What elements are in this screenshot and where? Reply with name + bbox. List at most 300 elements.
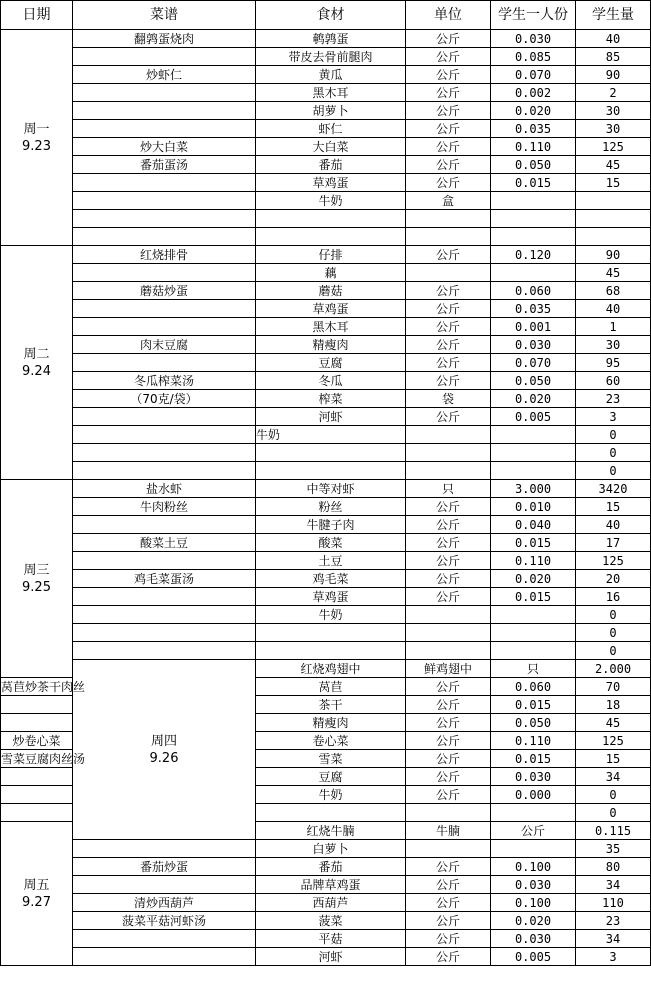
student-count-cell: 40 xyxy=(576,30,651,48)
per-student-cell: 0.050 xyxy=(491,372,576,390)
student-count-cell: 15 xyxy=(576,174,651,192)
per-student-cell: 0.115 xyxy=(576,822,651,840)
per-student-cell: 0.020 xyxy=(491,390,576,408)
table-row xyxy=(1,210,651,228)
per-student-cell: 0.110 xyxy=(491,138,576,156)
ingredient-cell: 草鸡蛋 xyxy=(256,300,406,318)
ingredient-cell xyxy=(256,642,406,660)
table-row xyxy=(1,570,651,588)
table-row xyxy=(1,120,651,138)
table-row xyxy=(1,930,651,948)
unit-cell: 公斤 xyxy=(406,354,491,372)
dish-cell xyxy=(73,48,256,66)
dish-cell xyxy=(73,840,256,858)
student-count-cell: 0 xyxy=(576,462,651,480)
unit-cell: 公斤 xyxy=(406,930,491,948)
dish-cell xyxy=(73,948,256,966)
day-cell: 周五 9.27 xyxy=(1,822,73,966)
student-count-cell: 30 xyxy=(576,336,651,354)
unit-cell: 公斤 xyxy=(406,138,491,156)
per-student-cell: 0.040 xyxy=(491,516,576,534)
unit-cell: 公斤 xyxy=(406,894,491,912)
unit-cell: 公斤 xyxy=(406,30,491,48)
student-count-cell: 110 xyxy=(576,894,651,912)
unit-cell: 公斤 xyxy=(406,246,491,264)
ingredient-cell: 河虾 xyxy=(256,948,406,966)
header-date: 日期 xyxy=(1,1,73,30)
dish-cell: 盐水虾 xyxy=(73,480,256,498)
ingredient-cell: 蘑菇 xyxy=(256,282,406,300)
unit-cell: 公斤 xyxy=(406,714,491,732)
dish-cell: 酸菜土豆 xyxy=(73,534,256,552)
per-student-cell: 0.002 xyxy=(491,84,576,102)
unit-cell: 公斤 xyxy=(406,300,491,318)
unit-cell: 只 xyxy=(491,660,576,678)
dish-cell xyxy=(73,318,256,336)
dish-cell xyxy=(73,354,256,372)
table-row xyxy=(1,84,651,102)
student-count-cell: 90 xyxy=(576,66,651,84)
per-student-cell: 0.015 xyxy=(491,174,576,192)
day-cell: 周一 9.23 xyxy=(1,30,73,246)
dish-cell xyxy=(73,516,256,534)
per-student-cell: 3.000 xyxy=(491,480,576,498)
ingredient-cell: 胡萝卜 xyxy=(256,102,406,120)
unit-cell: 公斤 xyxy=(406,120,491,138)
per-student-cell: 0.010 xyxy=(491,498,576,516)
unit-cell xyxy=(406,606,491,624)
student-count-cell: 23 xyxy=(576,390,651,408)
per-student-cell xyxy=(491,462,576,480)
unit-cell: 只 xyxy=(406,480,491,498)
dish-cell xyxy=(1,804,73,822)
unit-cell: 公斤 xyxy=(406,408,491,426)
ingredient-cell: 平菇 xyxy=(256,930,406,948)
ingredient-cell xyxy=(256,228,406,246)
ingredient-cell: 草鸡蛋 xyxy=(256,588,406,606)
ingredient-cell: 牛腩 xyxy=(406,822,491,840)
dish-cell xyxy=(73,102,256,120)
dish-cell: （70克/袋） xyxy=(73,390,256,408)
unit-cell: 公斤 xyxy=(406,732,491,750)
student-count-cell: 1 xyxy=(576,318,651,336)
unit-cell: 公斤 xyxy=(406,588,491,606)
table-body xyxy=(1,30,651,966)
student-count-cell: 34 xyxy=(576,930,651,948)
ingredient-cell: 草鸡蛋 xyxy=(256,174,406,192)
per-student-cell: 0.030 xyxy=(491,930,576,948)
per-student-cell: 0.020 xyxy=(491,912,576,930)
student-count-cell xyxy=(576,228,651,246)
unit-cell xyxy=(406,840,491,858)
dish-cell xyxy=(73,462,256,480)
ingredient-cell: 鸡毛菜 xyxy=(256,570,406,588)
dish-cell xyxy=(73,120,256,138)
per-student-cell xyxy=(491,606,576,624)
table-row xyxy=(1,30,651,48)
ingredient-cell: 品牌草鸡蛋 xyxy=(256,876,406,894)
dish-cell: 鸡毛菜蛋汤 xyxy=(73,570,256,588)
per-student-cell xyxy=(491,804,576,822)
student-count-cell: 30 xyxy=(576,102,651,120)
ingredient-cell: 精瘦肉 xyxy=(256,714,406,732)
student-count-cell: 18 xyxy=(576,696,651,714)
dish-cell xyxy=(73,876,256,894)
student-count-cell xyxy=(576,210,651,228)
table-row xyxy=(1,372,651,390)
per-student-cell: 0.030 xyxy=(491,30,576,48)
ingredient-cell: 牛奶 xyxy=(256,192,406,210)
unit-cell: 公斤 xyxy=(406,750,491,768)
per-student-cell: 0.015 xyxy=(491,750,576,768)
per-student-cell: 0.050 xyxy=(491,714,576,732)
table-row xyxy=(1,300,651,318)
dish-cell xyxy=(73,606,256,624)
student-count-cell: 0 xyxy=(576,804,651,822)
table-row xyxy=(1,624,651,642)
unit-cell xyxy=(406,228,491,246)
table-row xyxy=(1,426,651,444)
ingredient-cell xyxy=(256,444,406,462)
dish-cell: 红烧排骨 xyxy=(73,246,256,264)
unit-cell: 公斤 xyxy=(406,858,491,876)
ingredient-cell: 番茄 xyxy=(256,156,406,174)
per-student-cell xyxy=(491,264,576,282)
table-row xyxy=(1,48,651,66)
unit-cell: 公斤 xyxy=(406,552,491,570)
unit-cell xyxy=(406,642,491,660)
student-count-cell: 80 xyxy=(576,858,651,876)
dish-cell xyxy=(73,228,256,246)
ingredient-cell: 粉丝 xyxy=(256,498,406,516)
header-per-student: 学生一人份 xyxy=(491,1,576,30)
unit-cell: 公斤 xyxy=(406,336,491,354)
per-student-cell: 0.100 xyxy=(491,894,576,912)
ingredient-cell: 土豆 xyxy=(256,552,406,570)
student-count-cell: 0 xyxy=(576,642,651,660)
ingredient-cell: 莴苣 xyxy=(256,678,406,696)
per-student-cell: 0.005 xyxy=(491,948,576,966)
dish-cell xyxy=(73,588,256,606)
day-cell: 周三 9.25 xyxy=(1,480,73,678)
ingredient-cell: 菠菜 xyxy=(256,912,406,930)
dish-cell xyxy=(1,696,73,714)
student-count-cell: 40 xyxy=(576,300,651,318)
per-student-cell: 0.000 xyxy=(491,786,576,804)
ingredient-cell: 茶干 xyxy=(256,696,406,714)
student-count-cell: 3 xyxy=(576,948,651,966)
per-student-cell xyxy=(491,840,576,858)
header-menu: 菜谱 xyxy=(73,1,256,30)
header-row xyxy=(1,1,651,30)
table-row xyxy=(1,516,651,534)
ingredient-cell: 精瘦肉 xyxy=(256,336,406,354)
table-row xyxy=(1,228,651,246)
student-count-cell: 2 xyxy=(576,84,651,102)
ingredient-cell: 虾仁 xyxy=(256,120,406,138)
table-row xyxy=(1,66,651,84)
per-student-cell: 0.110 xyxy=(491,732,576,750)
ingredient-cell: 榨菜 xyxy=(256,390,406,408)
unit-cell xyxy=(406,264,491,282)
unit-cell: 公斤 xyxy=(491,822,576,840)
ingredient-cell: 牛奶 xyxy=(256,606,406,624)
per-student-cell: 0.030 xyxy=(491,768,576,786)
ingredient-cell: 西葫芦 xyxy=(256,894,406,912)
dish-cell: 莴苣炒茶干肉丝 xyxy=(1,679,86,694)
unit-cell: 公斤 xyxy=(406,102,491,120)
ingredient-cell: 鲜鸡翅中 xyxy=(406,660,491,678)
table-row xyxy=(1,660,651,678)
unit-cell: 公斤 xyxy=(406,948,491,966)
per-student-cell: 0.070 xyxy=(491,66,576,84)
ingredient-cell: 卷心菜 xyxy=(256,732,406,750)
unit-cell xyxy=(406,624,491,642)
unit-cell xyxy=(406,804,491,822)
student-count-cell: 68 xyxy=(576,282,651,300)
dish-cell xyxy=(73,930,256,948)
unit-cell xyxy=(406,462,491,480)
dish-cell: 冬瓜榨菜汤 xyxy=(73,372,256,390)
per-student-cell: 0.035 xyxy=(491,120,576,138)
unit-cell: 公斤 xyxy=(406,48,491,66)
student-count-cell xyxy=(576,192,651,210)
dish-cell xyxy=(73,408,256,426)
student-count-cell: 15 xyxy=(576,750,651,768)
ingredient-cell: 仔排 xyxy=(256,246,406,264)
student-count-cell: 16 xyxy=(576,588,651,606)
unit-cell xyxy=(406,210,491,228)
dish-cell: 清炒西葫芦 xyxy=(73,894,256,912)
dish-cell xyxy=(73,210,256,228)
unit-cell: 公斤 xyxy=(406,678,491,696)
unit-cell: 公斤 xyxy=(406,786,491,804)
student-count-cell: 20 xyxy=(576,570,651,588)
dish-cell xyxy=(73,552,256,570)
unit-cell: 公斤 xyxy=(406,696,491,714)
table-row xyxy=(1,174,651,192)
per-student-cell xyxy=(491,210,576,228)
dish-cell: 肉末豆腐 xyxy=(73,336,256,354)
header-ingredient: 食材 xyxy=(256,1,406,30)
table-row xyxy=(1,948,651,966)
per-student-cell xyxy=(491,228,576,246)
unit-cell: 公斤 xyxy=(406,498,491,516)
per-student-cell: 0.100 xyxy=(491,858,576,876)
per-student-cell: 2.000 xyxy=(576,660,651,678)
table-row xyxy=(1,102,651,120)
per-student-cell: 0.035 xyxy=(491,300,576,318)
per-student-cell: 0.060 xyxy=(491,678,576,696)
dish-cell xyxy=(73,642,256,660)
per-student-cell xyxy=(491,624,576,642)
per-student-cell: 0.015 xyxy=(491,534,576,552)
table-row xyxy=(1,282,651,300)
table-row xyxy=(1,462,651,480)
unit-cell xyxy=(406,426,491,444)
per-student-cell xyxy=(491,192,576,210)
table-row xyxy=(1,498,651,516)
student-count-cell: 90 xyxy=(576,246,651,264)
ingredient-cell: 藕 xyxy=(256,264,406,282)
ingredient-cell: 豆腐 xyxy=(256,768,406,786)
table-row xyxy=(1,318,651,336)
dish-cell xyxy=(73,426,256,444)
table-row xyxy=(1,444,651,462)
student-count-cell: 0 xyxy=(576,624,651,642)
student-count-cell: 95 xyxy=(576,354,651,372)
unit-cell: 公斤 xyxy=(406,912,491,930)
per-student-cell xyxy=(491,444,576,462)
unit-cell: 公斤 xyxy=(406,876,491,894)
unit-cell: 公斤 xyxy=(406,282,491,300)
per-student-cell: 0.110 xyxy=(491,552,576,570)
student-count-cell: 0 xyxy=(576,606,651,624)
table-row xyxy=(1,390,651,408)
table-row xyxy=(1,138,651,156)
dish-cell xyxy=(73,300,256,318)
table-row xyxy=(1,336,651,354)
ingredient-cell: 黄瓜 xyxy=(256,66,406,84)
per-student-cell: 0.050 xyxy=(491,156,576,174)
ingredient-cell: 番茄 xyxy=(256,858,406,876)
ingredient-cell: 中等对虾 xyxy=(256,480,406,498)
student-count-cell: 34 xyxy=(576,876,651,894)
table-row xyxy=(1,606,651,624)
table-row xyxy=(1,354,651,372)
student-count-cell: 3420 xyxy=(576,480,651,498)
ingredient-cell: 豆腐 xyxy=(256,354,406,372)
student-count-cell: 35 xyxy=(576,840,651,858)
unit-cell: 公斤 xyxy=(406,84,491,102)
ingredient-cell: 黑木耳 xyxy=(256,318,406,336)
per-student-cell: 0.120 xyxy=(491,246,576,264)
table-row xyxy=(1,858,651,876)
ingredient-cell xyxy=(256,210,406,228)
unit-cell: 公斤 xyxy=(406,318,491,336)
table-row xyxy=(1,534,651,552)
unit-cell: 盒 xyxy=(406,192,491,210)
student-count-cell: 60 xyxy=(576,372,651,390)
unit-cell: 公斤 xyxy=(406,534,491,552)
table-row xyxy=(1,588,651,606)
dish-cell xyxy=(73,84,256,102)
per-student-cell: 0.070 xyxy=(491,354,576,372)
student-count-cell: 125 xyxy=(576,138,651,156)
ingredient-cell: 牛奶 xyxy=(256,786,406,804)
per-student-cell: 0.030 xyxy=(491,336,576,354)
student-count-cell: 15 xyxy=(576,498,651,516)
dish-cell: 番茄炒蛋 xyxy=(73,858,256,876)
table-row xyxy=(1,480,651,498)
table-row xyxy=(1,264,651,282)
student-count-cell: 70 xyxy=(576,678,651,696)
dish-cell xyxy=(1,714,73,732)
table-row xyxy=(1,894,651,912)
per-student-cell: 0.060 xyxy=(491,282,576,300)
student-count-cell: 17 xyxy=(576,534,651,552)
student-count-cell: 40 xyxy=(576,516,651,534)
student-count-cell: 34 xyxy=(576,768,651,786)
dish-cell xyxy=(1,786,73,804)
ingredient-cell: 酸菜 xyxy=(256,534,406,552)
unit-cell: 公斤 xyxy=(406,372,491,390)
student-count-cell: 45 xyxy=(576,714,651,732)
day-cell: 周二 9.24 xyxy=(1,246,73,480)
table-row xyxy=(1,642,651,660)
dish-cell xyxy=(73,174,256,192)
per-student-cell: 0.085 xyxy=(491,48,576,66)
ingredient-cell: 河虾 xyxy=(256,408,406,426)
dish-cell: 炒虾仁 xyxy=(73,66,256,84)
header-unit: 单位 xyxy=(406,1,491,30)
ingredient-cell: 黑木耳 xyxy=(256,84,406,102)
student-count-cell: 23 xyxy=(576,912,651,930)
unit-cell: 公斤 xyxy=(406,516,491,534)
unit-cell: 袋 xyxy=(406,390,491,408)
dish-cell xyxy=(73,192,256,210)
table-row xyxy=(1,912,651,930)
dish-cell xyxy=(1,768,73,786)
per-student-cell: 0.005 xyxy=(491,408,576,426)
per-student-cell: 0.020 xyxy=(491,102,576,120)
ingredient-cell: 大白菜 xyxy=(256,138,406,156)
dish-cell: 炒大白菜 xyxy=(73,138,256,156)
ingredient-cell: 雪菜 xyxy=(256,750,406,768)
day-cell: 周四 9.26 xyxy=(73,660,256,840)
table-row xyxy=(1,552,651,570)
per-student-cell: 0.015 xyxy=(491,588,576,606)
dish-cell: 红烧鸡翅中 xyxy=(256,660,406,678)
dish-cell xyxy=(73,264,256,282)
student-count-cell: 45 xyxy=(576,264,651,282)
ingredient-cell xyxy=(256,624,406,642)
ingredient-cell: 白萝卜 xyxy=(256,840,406,858)
unit-cell: 公斤 xyxy=(406,768,491,786)
student-count-cell: 0 xyxy=(576,426,651,444)
per-student-cell xyxy=(491,426,576,444)
dish-cell: 牛肉粉丝 xyxy=(73,498,256,516)
student-count-cell: 3 xyxy=(576,408,651,426)
student-count-cell: 125 xyxy=(576,552,651,570)
dish-cell: 雪菜豆腐肉丝汤 xyxy=(1,751,86,766)
ingredient-cell xyxy=(256,462,406,480)
table-row xyxy=(1,840,651,858)
unit-cell xyxy=(406,444,491,462)
student-count-cell: 45 xyxy=(576,156,651,174)
table-row xyxy=(1,876,651,894)
table-row xyxy=(1,192,651,210)
ingredient-cell: 牛奶 xyxy=(256,426,406,444)
student-count-cell: 125 xyxy=(576,732,651,750)
dish-cell xyxy=(73,444,256,462)
student-count-cell: 0 xyxy=(576,444,651,462)
header-student-count: 学生量 xyxy=(576,1,651,30)
table-row xyxy=(1,156,651,174)
unit-cell: 公斤 xyxy=(406,156,491,174)
per-student-cell: 0.020 xyxy=(491,570,576,588)
per-student-cell: 0.030 xyxy=(491,876,576,894)
per-student-cell: 0.015 xyxy=(491,696,576,714)
ingredient-cell: 带皮去骨前腿肉 xyxy=(256,48,406,66)
table-row xyxy=(1,408,651,426)
dish-cell: 炒卷心菜 xyxy=(1,732,73,750)
dish-cell: 番茄蛋汤 xyxy=(73,156,256,174)
ingredient-cell: 冬瓜 xyxy=(256,372,406,390)
per-student-cell xyxy=(491,642,576,660)
per-student-cell: 0.001 xyxy=(491,318,576,336)
unit-cell: 公斤 xyxy=(406,570,491,588)
